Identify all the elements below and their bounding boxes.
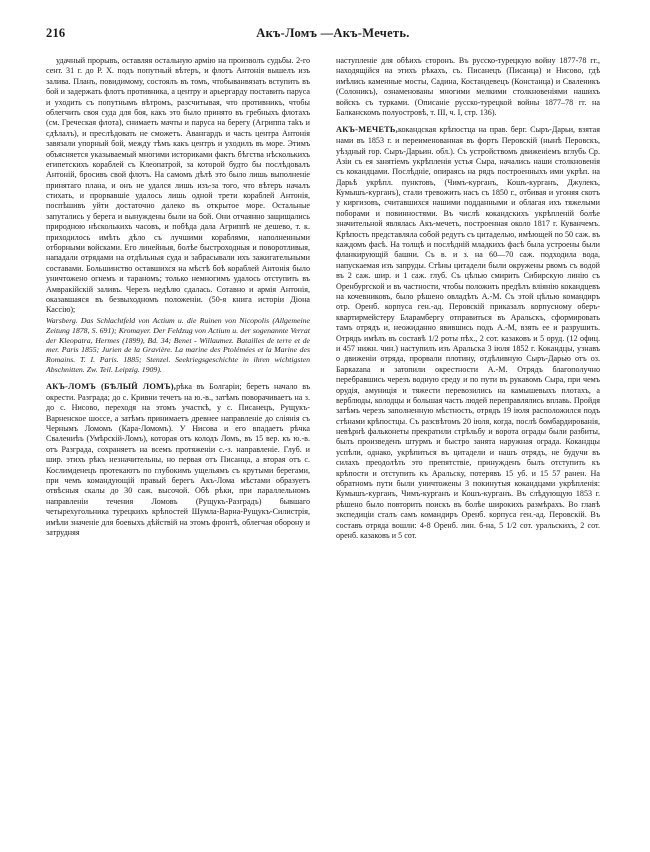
entry-headword: АКЪ-МЕЧЕТЬ,: [336, 125, 398, 135]
dictionary-entry-ak-lom: [46, 382, 310, 538]
entry-headword: АКЪ-ЛОМЪ (БѢЛЫЙ ЛОМЪ),: [46, 382, 177, 392]
running-title: Акъ-Ломъ —Акъ-Мечеть.: [256, 26, 410, 40]
text-columns: [46, 56, 604, 826]
page-header: [46, 26, 604, 42]
bibliography-note: Warsberg. Das Schlachtfeld von Actium u. die Ruinen von Nicopolis (Allgemeine Zeitung 1878, S. 691); Kromayer. Der Feldzug von Actium u. der sogenannte Verrat der Kleopatra, Hermes (1899), Bd. 34; Benet - Willaumez. Batailles de terre et de mer. Paris 1855; Jurien de la Gravière. La marine des Ptolémées et la Marine des Romains. T. I. Paris. 1885; Stenzel. Seekriegsgeschichte in ihren wichtigsten Abschnitten. Zw. Teil. Leipzig. 1909).: [46, 315, 310, 375]
paragraph: наступленіе для обѣихъ сторонъ. Въ русско-турецкую войну 1877-78 гг., находящійся на этихъ рѣкахъ, съ. Писанецъ (Писанца) и Нисово, гдѣ имѣлись каменные мосты, Садина, Костандевецъ (Констанца) и Сваленикъ (Солоникъ), ознаменованы многими мелкими столкновеніями нашихъ войскъ съ турками. (Описаніе русско-турецкой войны 1877–78 гг. на Балканскомъ полуостровѣ, т. III, ч. I, стр. 136).: [336, 56, 600, 117]
left-column: [46, 56, 310, 826]
dictionary-entry-ak-mechet: [336, 125, 600, 541]
entry-text: кокандская крѣпостца на прав. берг. Сыръ-Дарьи, взятая нами въ 1853 г. и переименованная въ фортъ Перовскій (нынѣ Перовскъ, уѣздный гор. Сыръ-Дарьин. обл.). Съ устройствомъ движеніемъ вглубь Ср. Азіи съ ея занятіемъ укрѣпленія устья Сыра, начались наши столкновенія съ кокандцами. Послѣдніе, опираясь на рядъ построенныхъ ими укрѣп. на Дарьѣ укрѣпл. пунктовъ, (Чимъ-курганъ, Кошъ-курганъ, Джулекъ, Кумышъ-курганъ), стали тревожить насъ съ 1850 г., отбивая и угоняя скотъ у киргизовъ, считавшихся нашими подданными и облагая ихъ тяжелыми поборами и повинностями. Въ числѣ кокандскихъ укрѣпленій болѣе значительной являлась Акъ-мечеть, построенная около 1817 г. Куванчемъ. Крѣпость представляла собой редутъ съ цитаделью, имѣющей по 50 саж. въ каждомъ фасѣ. На толщѣ и послѣдній младкихъ фаcѣ была устроены были фланкирующій башни. Съ в. и з. на 60—70 саж. подходила вода, напускаемая изъ запруды. Стѣны цитадели были окружены рвомъ съ водой въ 2 саж. шир. и 1 саж. глуб. Съ цѣлью смирить Сибирскую линію съ Оренбургской и въ частности, чтобы положить предѣлъ вліянію кокандцевъ на кочевниковъ, было рѣшено овладѣть А.-М. Съ этой цѣлью командиръ отр. Оренб. корпуса ген.-ад. Перовскій приказалъ корпусному оберъ-квартирмейстеру Бларамбергу отправиться въ Аральскъ, сформировать тамъ отрядъ и, неожиданно явившись подъ А.-М, взять ее и разрушить. Отрядъ имѣлъ въ составѣ 1/2 роты пѣх., 2 сот. казаковъ и 5 оруд. (12 офиц. и 457 нижн. чин.) наступилъ изъ Аральска 3 іюля 1852 г. Кокандцы, узнавъ о движеніи отряда, прорвали плотину, отдѣливную Сыръ-Дарью отъ оз. Баркаzana и затопили окрестности А.-М. Отрядъ благополучно перебравшись черезъ водную среду и по пути въ рукавомъ Сыра, при чемъ орудія, амуниція и тяжести перевозились на камышевыхъ плотахъ, а верблюды, колодцы и большая часть людей переправлялись вплавь. Пройдя затѣмъ черезъ заполненную мѣстность, отрядъ 19 іюля расположился подъ стѣнами крѣпостцы. Съ разсвѣтомъ 20 іюля, когда, послѣ бомбардированія, невѣрнѣ фальконеты прекратили стрѣльбу и ворота ограды были разбиты, былъ произведенъ штурмъ и быстро занята наружная ограда. Кокандцы успѣли, однако, укрѣпиться въ цитадели и нашъ отрядъ, не будучи въ силахъ преодолѣть это препятствіе, принужденъ былъ отступить къ крѣпости и отступить къ Аральску, потерявъ 15 уб. и 15 57 ранен. На обратномъ пути были уничтожены 3 покинутыя кокандцами укрѣпленія: Кумышъ-курганъ, Чимъ-курганъ и Кошъ-курганъ. Въ слѣдующую 1853 г. рѣшено было повторить поискъ въ болѣе широкихъ размѣрахъ. Во главѣ экспедиціи сталъ самъ командиръ Оренб. корпуса ген.-ад. Перовскій. Въ составъ отряда вошли: 4-8 Оренб. лин. б-на, 5 1/2 сот. уральскихъ, 2 сот. оренб. казаковъ и 5 сот.: [336, 125, 600, 540]
entry-text: рѣка въ Болгаріи; беретъ начало въ окрести. Разграда; до с. Кривни течетъ на ю.-в., затѣмъ поворачиваетъ на з. до с. Нисово, переходя на этомъ участкѣ, у с. Писанецъ, Рущукъ-Варненское шоссе, а затѣмъ принимаетъ древнее направленіе до сліянія съ Чернымъ Ломомъ (Кара-Ломомъ). У Нисова и его впадаетъ рѣчка Свалениѣъ (Умѣрскій-Ломъ), которая отъ колодъ Ломъ, въ 15 вер. къ ю.-в. отъ Разграда, сохраняетъ на всемъ протяженіи с.-з. направленіе. Глуб. и шир. этихъ рѣкъ незначительны, но первая отъ Писанца, а вторая отъ с. Кослимденецъ протекаютъ по глубокимъ ущельямъ съ крутыми берегами, при чемъ командующій правый берегъ Акъ-Лома мѣстами образуетъ отвѣсныя скалы до 30 саж. высочой. Обѣ рѣки, при параллельномъ направленіи течения Ломовъ (Рущукъ-Разградъ) бывшаго четырехугольника турецкихъ крѣпостей Шумла-Варна-Рущукъ-Силистрія, имѣли значеніе для боевыхъ дѣйствій на этомъ фронтѣ, облегчая оборону и затрудняя: [46, 382, 311, 537]
page-number: 216: [46, 26, 66, 40]
right-column: [336, 56, 600, 826]
paragraph: удачный прорывъ, оставляя остальную армію на произволъ судьбы. 2-го сент. 31 г. до Р. Х. подъ попутный вѣтеръ, и флотъ Антонія вышелъ изъ залива. Планъ, повидимому, состоялъ въ томъ, чтобыванвязать вступить въ бой и задержать флотъ противника, а центру и арьергарду поставить паруса и уходить съ попутнымъ вѣтромъ, разсчитывая, что противникъ, чтобы облегчить своя суда для боя, какъ это было принято въ гребныхъ флотахъ (см. Греческая флота), снимаетъ мачты и паруса на берегу (Агриппа таkъ и сдѣлалъ), и преслѣдовать не сможетъ. Авангардъ и часть центра Антонія завязали упорный бой, между тѣмъ какъ центръ и уходилъ въ море. Этимъ объясняется указываемый многими историками фактъ бѣгства нѣсколькихъ египетскихъ кораблей съ Клеопатрой, за которой будто бы послѣдовалъ Антоній, бросивъ свой флотъ. На самомъ дѣлѣ это было лишь выполненіе принятаго плана, и онъ не удался лишь изъ-за того, что вѣтеръ началъ стихать, и прорвавшіе удалось лишь одной трети кораблей Антонія, поспѣшивъ уйти достаточно далеко въ открытое море. Остальные запутались у берега и вынуждены были на бой. Они отчаянно защищались природною нѣсколькихъ часовъ, и побѣда дала Агриппѣ не дешево, т. к. приходилось имѣть дѣло съ лучшими кораблями, наполненными отборными войсками. Его линейныя, болѣе быстроходныя и поворотливыя, нападали отрядами на отдѣльныя суда и забрасывали ихъ зажигательными составами. Большинство оставшихся на мѣстѣ боѣ кораблей Антонія было уничтожено огнемъ и тараномъ; только немногимъ удалось отступить въ Амвракійскій заливъ. Черезъ недѣлю сдалась. Сотавно и армія Антонія, оказавшаяся въ безвыходномъ положеніи. (50-я книга исторіи Діона Кассію);: [46, 56, 310, 315]
